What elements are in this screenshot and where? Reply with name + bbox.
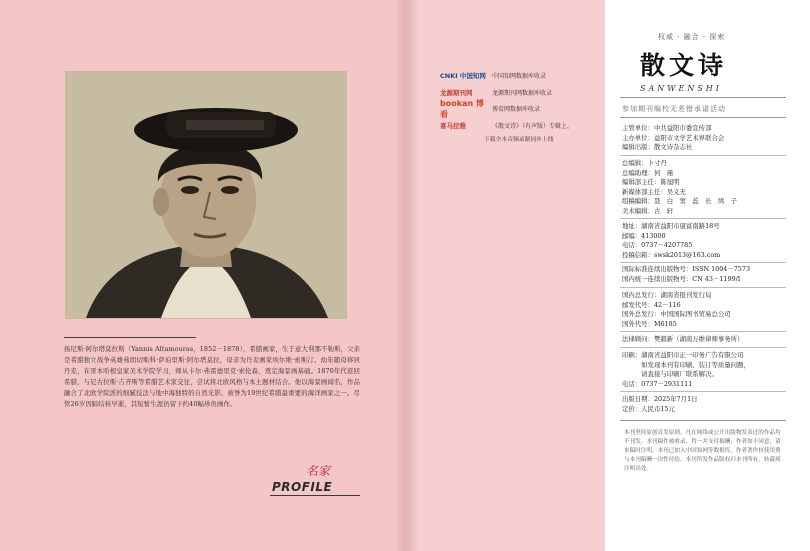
info-line: 如发现本刊有印刷、装订等质量问题， [622,360,750,369]
info-block-editors [622,159,792,217]
info-line: 印刷：湖南省益阳市正一印务广告有限公司 [622,351,744,359]
info-line: 国内总发行：湖南省报刊发行局 [622,291,712,299]
database-text: 中国知网数据库收录 [492,73,547,80]
info-divider [620,391,786,392]
masthead-rule [620,97,786,98]
info-line: 国际标准连续出版物号：ISSN 1004－7573 [622,265,751,273]
info-divider [620,347,786,348]
info-line: 国外总发行：中国国际图书贸易总公司 [622,310,731,319]
info-line: 美术编辑：古 轩 [622,206,674,215]
cnki-logo-icon: CNKI 中国知网 [440,72,486,80]
bio-top-rule [64,337,196,338]
info-divider [620,287,786,288]
info-line: 电话：0737－2931111 [622,379,693,388]
info-line: 编辑出版：散文诗杂志社 [622,143,693,152]
info-divider [620,218,786,219]
database-row [440,98,610,119]
info-line: 总编助理：何 瑾 [622,168,674,177]
database-list [440,68,610,134]
info-line: 新媒体部主任：吴义无 [622,187,686,196]
info-divider [620,331,786,332]
info-line: 法律顾问：樊毅新（湖南万维律师事务所） [622,335,744,343]
info-line: 组稿编辑：聂 白 窦 蕊 长 鸠 子 [622,197,738,206]
info-line: 国外代号：M6185 [622,319,677,328]
artist-bio: 扬尼斯·阿尔塔莫拉斯（Yannis Altamouras，1852－1878），希腊画家，生于意大利那不勒斯，父亲是希腊独立战争英雄弗朗切斯科·萨珀里斯·阿尔塔莫拉，母亲为丹麦画家埃尔维·索斯汀。幼年随母移居丹麦，在哥本哈根皇家美术学院学习，师从卡尔·弗雷德里克·索伦森，奠定海景画基础。1870年代返回希腊，与尼古拉斯·吉齐斯等希腊艺术家交往，尝试将北欧风格与本土题材结合。他以海景画闻名，作品融合了北欧学院派的细腻技法与地中海独特的自然光影，被誉为19世纪希腊最重要的海洋画家之一。尽管26岁因肺结核早逝，其短暂生涯仍留下约40幅珍贵画作。 [64,345,360,408]
copyright-notice: 本刊坚持原创首发原则，凡在网络或公开出版物发表过的作品均不刊发。本刊稿件被收录，将一并支付稿酬；作者如不同意，请来稿时注明。本刊已加入中国知网等数据库，作者著作权使用费与本刊稿酬一次性付给。本刊所发作品版权归本刊所有，转载须注明出处。 [620,420,786,540]
subtitle-rule [620,117,786,118]
info-block-contact [622,222,792,260]
database-text: 博看网数据库收录 [492,106,541,113]
info-divider [620,155,786,156]
info-line: 编辑部主任：陈旭明 [622,178,680,187]
database-note: 下载全本音频录制同步上线 [484,137,554,143]
info-line: 请直接与印刷厂联系解决。 [622,370,718,379]
magazine-title: 散文诗 [640,51,728,80]
bookan-logo-icon: bookan 博看 [440,98,484,119]
info-line: 定价：人民币15元 [622,404,675,413]
longyuan-logo-icon: 龙源期刊网 [440,88,473,97]
profile-label: PROFILE [272,480,333,494]
info-line: 总编辑：卜寸丹 [622,159,667,167]
info-line: 地址：湖南省益阳市康富南路18号 [622,222,720,230]
info-divider [620,262,786,263]
info-line: 主办单位：益阳市文学艺术界联合会 [622,133,725,142]
info-line: 邮发代号：42－116 [622,300,681,309]
portrait-illustration [66,72,346,318]
database-text: 《散文诗》（有声版）专辑上， [492,122,574,130]
database-row [440,68,610,83]
info-block-sponsor [622,124,792,153]
info-block-publication [622,395,792,414]
info-line: 国内统一连续出版物号：CN 43－1199/I [622,274,741,283]
database-text: 龙源期刊网数据库收录 [492,89,553,97]
info-block-legal [622,335,792,345]
info-line: 出版日期：2025年7月1日 [622,395,698,403]
info-line: 投稿信箱：swsk2013@163.com [622,250,721,259]
portrait-photo [66,72,346,318]
database-row [440,118,610,133]
ximalaya-logo-icon: 喜马拉雅 [440,121,466,130]
masthead-tagline: 权威 · 融合 · 探索 [658,33,726,41]
info-line: 邮编：413000 [622,231,666,240]
info-block-distribution [622,291,792,329]
section-label: 名家 [306,464,331,478]
magazine-pinyin: SANWENSHI [640,84,722,93]
profile-underline [270,495,360,496]
info-line: 电话：0737－4207785 [622,241,693,250]
info-block-printing [622,351,792,389]
book-gutter [395,0,419,551]
masthead-subtitle: 参加期刊编校无差错承诺活动 [622,105,726,113]
info-line: 主管单位：中共益阳市委宣传部 [622,124,712,132]
info-block-issn [622,265,792,284]
